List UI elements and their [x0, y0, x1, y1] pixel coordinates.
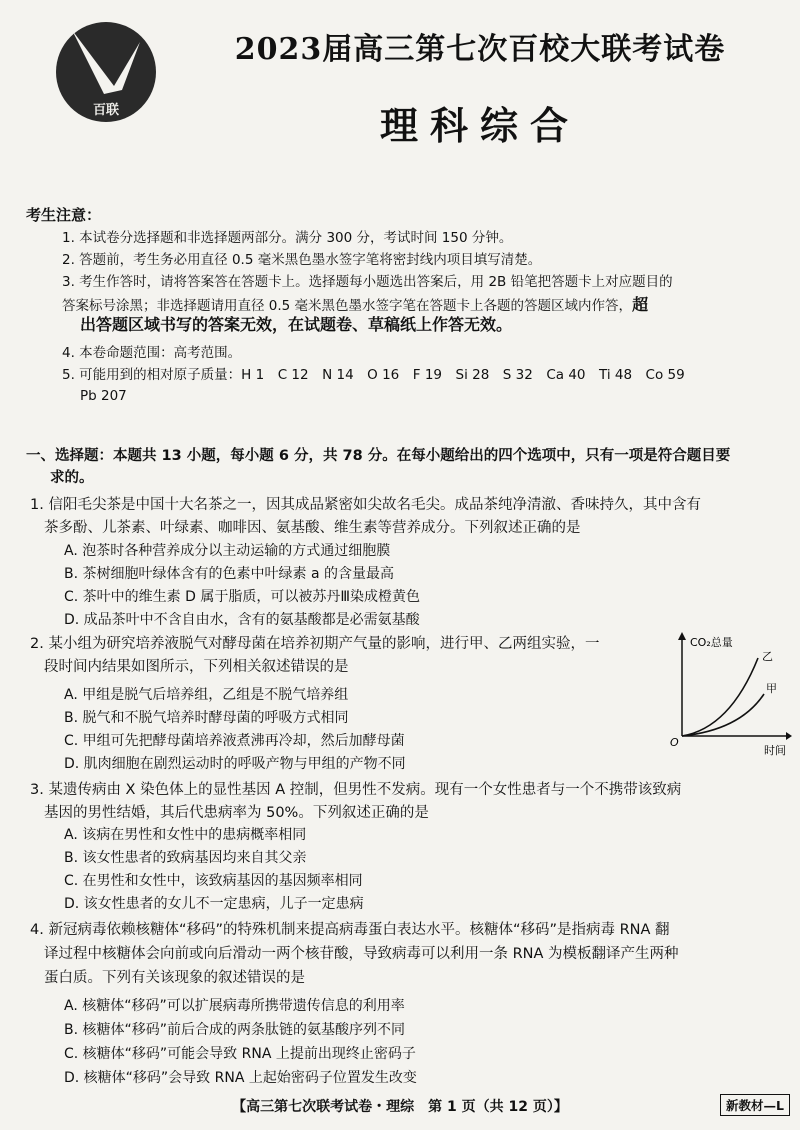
q2-stem-line-1: 2. 某小组为研究培养液脱气对酵母菌在培养初期产气量的影响，进行甲、乙两组实验，一 — [30, 636, 600, 652]
exam-alliance-logo — [52, 12, 160, 124]
q4-option-a: A. 核糖体“移码”可以扩展病毒所携带遗传信息的利用率 — [64, 998, 405, 1014]
q1-stem-line-2: 茶多酚、儿茶素、叶绿素、咖啡因、氨基酸、维生素等营养成分。下列叙述正确的是 — [44, 520, 581, 536]
notice-item-5-line-1: 5. 可能用到的相对原子质量：H 1 C 12 N 14 O 16 F 19 Si 28 S 32 Ca 40 Ti 48 Co 59 — [62, 367, 685, 383]
notice-item-2: 2. 答题前，考生务必用直径 0.5 毫米黑色墨水签字笔将密封线内项目填写清楚。 — [62, 252, 542, 268]
x-axis-label: 时间 — [764, 744, 786, 757]
curve-yi — [682, 658, 758, 736]
page-footer: 【高三第七次联考试卷・理综 第 1 页（共 12 页）】 — [232, 1099, 568, 1115]
q1-option-d: D. 成品茶叶中不含自由水，含有的氨基酸都是必需氨基酸 — [64, 612, 420, 628]
series-label-yi: 乙 — [762, 650, 773, 663]
q2-option-b: B. 脱气和不脱气培养时酵母菌的呼吸方式相同 — [64, 710, 349, 726]
q2-stem-line-2: 段时间内结果如图所示，下列相关叙述错误的是 — [44, 659, 349, 675]
subject-title: 理科综合 — [379, 103, 580, 148]
notice-item-1: 1. 本试卷分选择题和非选择题两部分。满分 300 分，考试时间 150 分钟。 — [62, 230, 513, 246]
q4-option-c: C. 核糖体“移码”可能会导致 RNA 上提前出现终止密码子 — [64, 1046, 416, 1062]
q1-stem-line-1: 1. 信阳毛尖茶是中国十大名茶之一，因其成品紧密如尖故名毛尖。成品茶纯净清澈、香味持久，其中含有 — [30, 497, 701, 513]
q3-option-b: B. 该女性患者的致病基因均来自其父亲 — [64, 850, 307, 866]
notice-heading: 考生注意： — [26, 206, 102, 224]
q4-option-d: D. 核糖体“移码”会导致 RNA 上起始密码子位置发生改变 — [64, 1070, 417, 1086]
q3-stem-line-1: 3. 某遗传病由 X 染色体上的显性基因 A 控制，但男性不发病。现有一个女性患者与一个不携带该致病 — [30, 782, 682, 798]
q3-option-c: C. 在男性和女性中，该致病基因的基因频率相同 — [64, 873, 363, 889]
q4-stem-line-1: 4. 新冠病毒依赖核糖体“移码”的特殊机制来提高病毒蛋白表达水平。核糖体“移码”是指病毒 RNA 翻 — [30, 922, 670, 938]
q4-option-b: B. 核糖体“移码”前后合成的两条肽链的氨基酸序列不同 — [64, 1022, 406, 1038]
notice-item-3-text: 答案标号涂黑；非选择题请用直径 0.5 毫米黑色墨水签字笔在答题卡上各题的答题区域内作答， — [62, 298, 633, 314]
q1-option-a: A. 泡茶时各种营养成分以主动运输的方式通过细胞膜 — [64, 543, 391, 559]
q2-option-c: C. 甲组可先把酵母菌培养液煮沸再冷却，然后加酵母菌 — [64, 733, 405, 749]
series-label-jia: 甲 — [766, 682, 777, 695]
q2-option-d: D. 肌肉细胞在剧烈运动时的呼吸产物与甲组的产物不同 — [64, 756, 406, 772]
section-heading-line-1: 一、选择题：本题共 13 小题，每小题 6 分，共 78 分。在每小题给出的四个选项中，只有一项是符合题目要 — [26, 448, 731, 464]
q4-stem-line-2: 译过程中核糖体会向前或向后滑动一两个核苷酸，导致病毒可以利用一条 RNA 为模板翻译产生两种 — [44, 946, 679, 962]
q4-stem-line-3: 蛋白质。下列有关该现象的叙述错误的是 — [44, 970, 305, 986]
notice-item-4: 4. 本卷命题范围：高考范围。 — [62, 345, 242, 361]
section-heading-line-2: 求的。 — [50, 470, 94, 486]
q1-option-b: B. 茶树细胞叶绿体含有的色素中叶绿素 a 的含量最高 — [64, 566, 394, 582]
edition-badge: 新教材—L — [720, 1094, 790, 1116]
logo-text: 百联 — [92, 103, 120, 118]
x-axis-arrow — [786, 732, 792, 740]
q3-stem-line-2: 基因的男性结婚，其后代患病率为 50%。下列叙述正确的是 — [44, 805, 429, 821]
notice-item-3-line-1: 3. 考生作答时，请将答案答在答题卡上。选择题每小题选出答案后，用 2B 铅笔把答题卡上对应题目的 — [62, 274, 673, 290]
notice-item-3-emphasis: 出答题区域书写的答案无效，在试题卷、草稿纸上作答无效。 — [80, 315, 513, 334]
q3-option-d: D. 该女性患者的女儿不一定患病，儿子一定患病 — [64, 896, 364, 912]
y-axis-arrow — [678, 632, 686, 640]
q3-option-a: A. 该病在男性和女性中的患病概率相同 — [64, 827, 307, 843]
co2-graph — [660, 628, 792, 758]
notice-item-3-emphasis-start: 超 — [632, 295, 649, 314]
notice-item-5-line-2: Pb 207 — [80, 388, 127, 404]
q1-option-c: C. 茶叶中的维生素 D 属于脂质，可以被苏丹Ⅲ染成橙黄色 — [64, 589, 421, 605]
exam-title: 2023届高三第七次百校大联考试卷 — [234, 32, 726, 67]
origin-label: O — [670, 736, 679, 749]
y-axis-label: CO₂总量 — [690, 636, 733, 649]
q2-option-a: A. 甲组是脱气后培养组，乙组是不脱气培养组 — [64, 687, 349, 703]
